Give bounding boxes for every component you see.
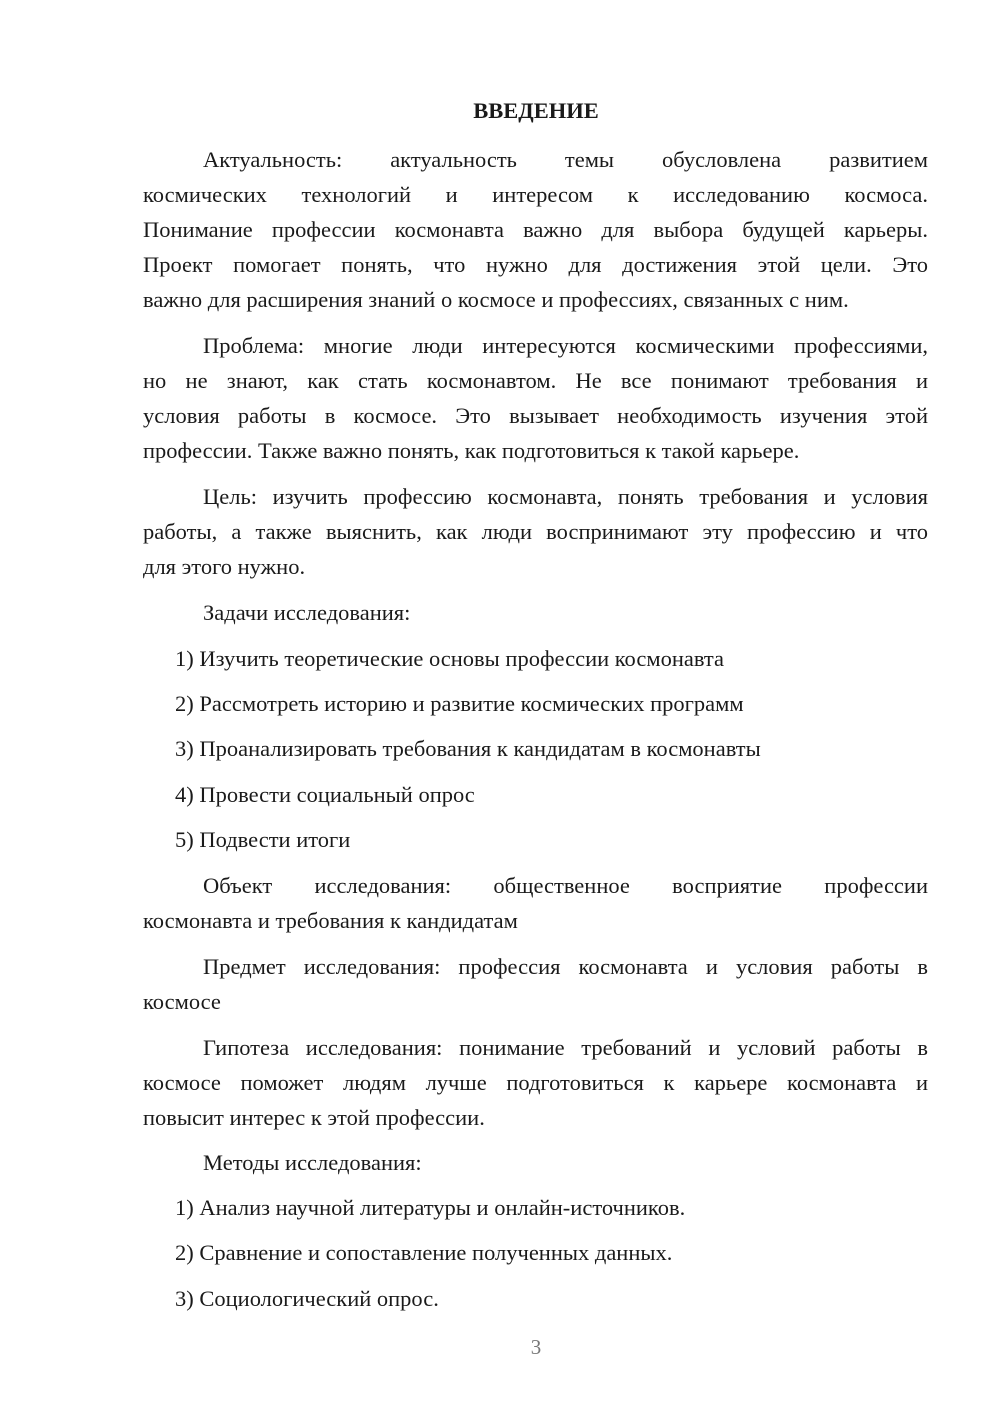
- paragraph-line: Объект исследования: общественное восприятие профессии: [203, 873, 928, 898]
- list-item: 4) Провести социальный опрос: [175, 782, 475, 807]
- paragraph-line: Предмет исследования: профессия космонавта и условия работы в: [203, 954, 928, 979]
- paragraph-line: Методы исследования:: [203, 1150, 422, 1175]
- paragraph-line: но не знают, как стать космонавтом. Не все понимают требования и: [143, 368, 928, 393]
- paragraph-line: космосе: [143, 989, 221, 1014]
- list-item: 2) Сравнение и сопоставление полученных данных.: [175, 1240, 673, 1265]
- paragraph-line: космосе поможет людям лучше подготовиться к карьере космонавта и: [143, 1070, 928, 1095]
- section-title: ВВЕДЕНИЕ: [473, 98, 599, 123]
- paragraph-line: профессии. Также важно понять, как подготовиться к такой карьере.: [143, 438, 800, 463]
- list-item: 1) Изучить теоретические основы профессии космонавта: [175, 646, 725, 671]
- list-item: 3) Проанализировать требования к кандидатам в космонавты: [175, 736, 761, 761]
- paragraph-line: условия работы в космосе. Это вызывает необходимость изучения этой: [143, 403, 928, 428]
- paragraph-line: работы, а также выяснить, как люди воспринимают эту профессию и что: [143, 519, 928, 544]
- paragraph-line: Проект помогает понять, что нужно для достижения этой цели. Это: [143, 252, 928, 277]
- paragraph-line: космонавта и требования к кандидатам: [143, 908, 518, 933]
- paragraph-line: для этого нужно.: [143, 554, 306, 579]
- paragraph-line: Проблема: многие люди интересуются космическими профессиями,: [203, 333, 928, 358]
- paragraph-line: Задачи исследования:: [203, 600, 411, 625]
- paragraph-line: Понимание профессии космонавта важно для выбора будущей карьеры.: [143, 217, 928, 242]
- list-item: 3) Социологический опрос.: [175, 1286, 439, 1311]
- paragraph-line: Цель: изучить профессию космонавта, понять требования и условия: [203, 484, 928, 509]
- list-item: 1) Анализ научной литературы и онлайн-источников.: [175, 1195, 686, 1220]
- paragraph-line: космических технологий и интересом к исследованию космоса.: [143, 182, 928, 207]
- page-number: 3: [530, 1335, 542, 1359]
- paragraph-line: повысит интерес к этой профессии.: [143, 1105, 485, 1130]
- list-item: 2) Рассмотреть историю и развитие космических программ: [175, 691, 744, 716]
- list-item: 5) Подвести итоги: [175, 827, 351, 852]
- paragraph-line: важно для расширения знаний о космосе и профессиях, связанных с ним.: [143, 287, 849, 312]
- paragraph-line: Гипотеза исследования: понимание требований и условий работы в: [203, 1035, 928, 1060]
- paragraph-line: Актуальность: актуальность темы обусловлена развитием: [203, 147, 928, 172]
